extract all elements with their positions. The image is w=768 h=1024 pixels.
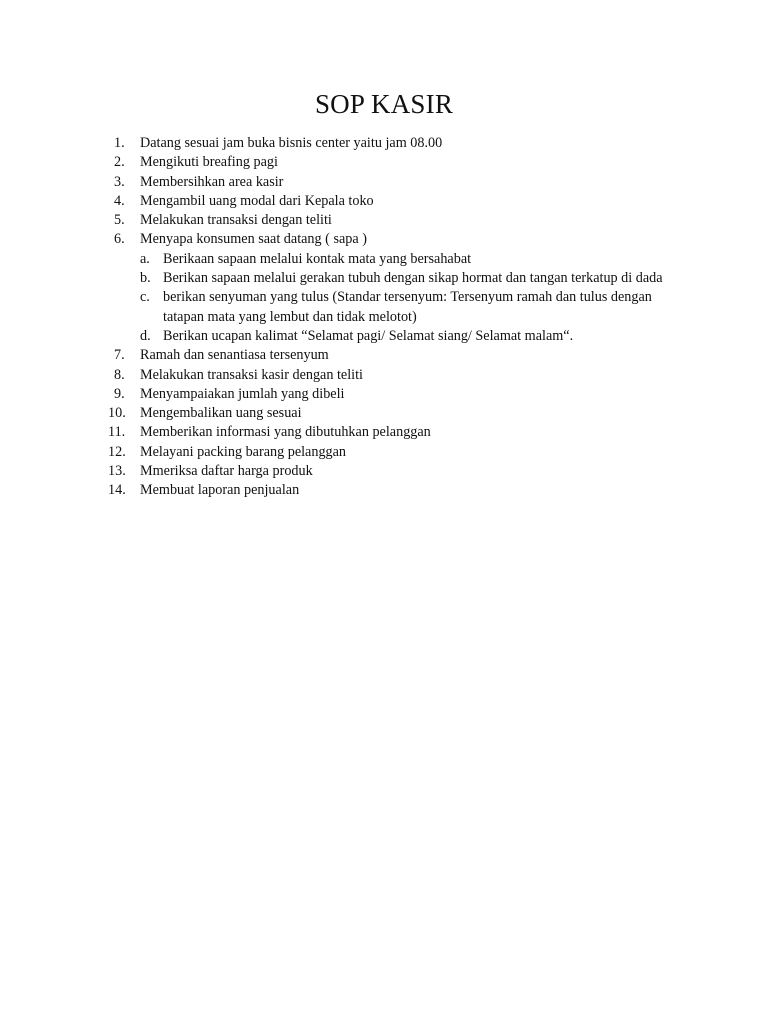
- list-item-text: Menyampaiakan jumlah yang dibeli: [140, 385, 345, 402]
- list-item-text: Mengambil uang modal dari Kepala toko: [140, 192, 374, 209]
- sub-list-item-text: Berikan sapaan melalui gerakan tubuh dengan sikap hormat dan tangan terkatup di dada: [163, 270, 663, 287]
- list-item-text: Ramah dan senantiasa tersenyum: [140, 347, 329, 364]
- sub-list-item-text: Berikaan sapaan melalui kontak mata yang bersahabat: [163, 250, 472, 267]
- list-item-text: Datang sesuai jam buka bisnis center yaitu jam 08.00: [140, 135, 443, 151]
- list-item: [108, 153, 688, 172]
- sub-list-item: [108, 250, 688, 269]
- list-item-text: Membuat laporan penjualan: [140, 482, 300, 499]
- list-item: [108, 173, 688, 192]
- list-item-text: Mengikuti breafing pagi: [140, 154, 278, 171]
- sop-list: [108, 134, 688, 501]
- list-item-text: Melakukan transaksi dengan teliti: [140, 212, 332, 229]
- list-item: [108, 443, 688, 462]
- sub-list-item-text: berikan senyuman yang tulus (Standar tersenyum: Tersenyum ramah dan tulus dengan tatapan mata yang lembut dan tidak melotot): [163, 289, 652, 325]
- list-item-number: 13.: [108, 463, 126, 480]
- list-item: [108, 134, 688, 153]
- list-item: [108, 404, 688, 423]
- list-item: [108, 366, 688, 385]
- list-item-text: Menyapa konsumen saat datang ( sapa ): [140, 231, 367, 248]
- list-item: [108, 462, 688, 481]
- list-item: [108, 192, 688, 211]
- list-item-number: 11.: [108, 424, 126, 441]
- list-item: [108, 423, 688, 442]
- list-item-number: 14.: [108, 482, 126, 499]
- sub-list-item: [108, 269, 688, 288]
- list-item-number: 3.: [114, 173, 125, 190]
- list-item: [108, 230, 688, 249]
- list-item-number: 1.: [114, 135, 125, 151]
- list-item-number: 7.: [114, 347, 125, 364]
- list-item: [108, 481, 688, 500]
- list-item-text: Melakukan transaksi kasir dengan teliti: [140, 366, 363, 383]
- sub-list-item: [108, 288, 688, 327]
- document-title: SOP KASIR: [314, 89, 454, 119]
- sub-list-item: [108, 327, 688, 346]
- list-item: [108, 346, 688, 365]
- sub-list-item-letter: b.: [140, 270, 151, 287]
- list-item-number: 6.: [114, 231, 125, 248]
- sub-list-item-letter: a.: [140, 250, 150, 267]
- sub-list-item-letter: d.: [140, 327, 151, 344]
- list-item-text: Memberikan informasi yang dibutuhkan pelanggan: [140, 424, 431, 441]
- list-item: [108, 385, 688, 404]
- list-item-number: 4.: [114, 192, 125, 209]
- list-item-number: 12.: [108, 443, 126, 460]
- list-item-number: 5.: [114, 212, 125, 229]
- list-item-text: Mmeriksa daftar harga produk: [140, 463, 313, 480]
- list-item-text: Melayani packing barang pelanggan: [140, 443, 347, 460]
- list-item-number: 9.: [114, 385, 125, 402]
- list-item-number: 8.: [114, 366, 125, 383]
- sub-list-item-letter: c.: [140, 289, 150, 306]
- list-item-number: 10.: [108, 405, 126, 422]
- list-item-number: 2.: [114, 154, 125, 171]
- sub-list-item-text: Berikan ucapan kalimat “Selamat pagi/ Selamat siang/ Selamat malam“.: [163, 327, 574, 344]
- list-item-text: Mengembalikan uang sesuai: [140, 405, 302, 422]
- list-item-text: Membersihkan area kasir: [140, 173, 284, 190]
- list-item: [108, 211, 688, 230]
